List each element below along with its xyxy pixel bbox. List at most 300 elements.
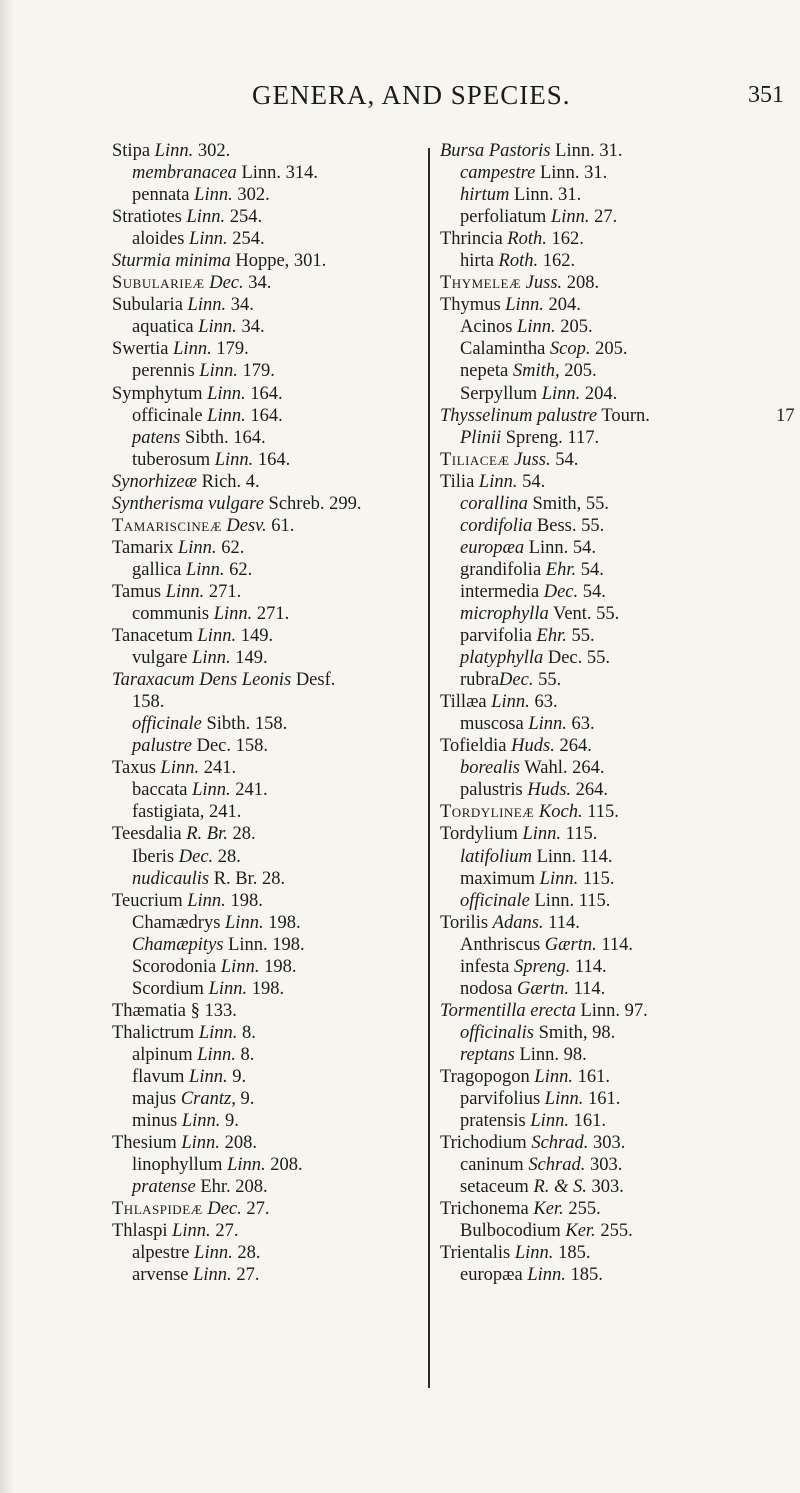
entry-text: 34. — [226, 295, 254, 316]
entry-text: Linn. 31. — [550, 141, 623, 161]
entry-text: 303. — [585, 1155, 623, 1176]
index-entry-species — [440, 515, 770, 537]
index-entry-species — [112, 316, 412, 338]
index-entry-genus — [440, 294, 770, 316]
entry-text: parvifolia — [460, 626, 537, 647]
entry-text: Tamarix — [112, 537, 178, 558]
entry-text: Tragopogon — [440, 1066, 535, 1087]
entry-text: Dec. 158. — [191, 736, 269, 757]
entry-text: 198. — [259, 956, 297, 977]
entry-text: 54. — [550, 449, 579, 470]
index-entry-genus — [440, 912, 770, 934]
entry-text: 62. — [216, 537, 245, 558]
entry-text: Linn. — [187, 890, 226, 911]
entry-text: Desf. — [291, 670, 336, 691]
entry-text: Dec. — [543, 581, 579, 602]
entry-text: fastigiata, 241. — [132, 802, 242, 823]
entry-text: 264. — [554, 736, 592, 757]
entry-text: Schrad. — [528, 1155, 586, 1176]
index-entry-genus — [112, 250, 412, 272]
entry-text: Tanacetum — [112, 626, 198, 647]
entry-text: maximum — [460, 868, 540, 889]
index-entry-species — [440, 1154, 770, 1176]
entry-text: Crantz, — [180, 1089, 236, 1110]
index-entry-genus — [112, 493, 412, 515]
entry-text: Symphytum — [112, 383, 208, 404]
entry-text: Juss. — [525, 273, 563, 294]
entry-text: Linn. — [189, 1066, 228, 1087]
index-entry-genus — [112, 669, 412, 691]
entry-text: 8. — [237, 1022, 256, 1043]
entry-text: 255. — [595, 1221, 633, 1242]
entry-text: Chamæpitys — [132, 934, 224, 955]
entry-text: 62. — [224, 559, 253, 580]
entry-text: Serpyllum — [460, 383, 542, 404]
entry-text: Linn. 31. — [535, 163, 608, 184]
index-entry-genus — [112, 471, 412, 493]
entry-text: 149. — [230, 648, 268, 669]
entry-text: Synorhizeæ — [112, 471, 197, 492]
entry-text: 27. — [241, 1199, 270, 1220]
entry-text: microphylla — [460, 603, 549, 624]
entry-text: R. Br. 28. — [209, 868, 286, 889]
entry-text: Linn. 31. — [509, 185, 582, 206]
index-entry-species — [440, 846, 770, 868]
entry-text: Roth. — [507, 229, 547, 250]
entry-text: 205. — [559, 361, 597, 382]
index-entry-species — [440, 427, 770, 449]
entry-text: Linn. — [194, 1243, 233, 1264]
entry-text: Sibth. 164. — [180, 427, 266, 448]
entry-text: Huds. — [527, 780, 572, 801]
entry-text: Linn. — [198, 317, 237, 338]
entry-text: Linn. — [194, 185, 233, 206]
index-entry-species — [112, 934, 412, 956]
entry-text: Tamus — [112, 581, 166, 602]
entry-text: 198. — [263, 912, 301, 933]
entry-text: Plinii — [460, 427, 502, 448]
index-entry-species — [112, 162, 412, 184]
index-entry-genus — [112, 823, 412, 845]
index-entry-species — [440, 1264, 770, 1286]
index-entry-species — [440, 250, 770, 272]
entry-text: Scop. — [549, 339, 591, 360]
index-entry-species — [112, 405, 412, 427]
index-entry-genus — [112, 537, 412, 559]
entry-text: Linn. — [197, 626, 237, 647]
entry-text: alpestre — [132, 1243, 195, 1264]
entry-text: corallina — [460, 493, 528, 514]
entry-text: R. Br. — [186, 824, 228, 845]
entry-text: 241. — [199, 758, 237, 779]
entry-text: Linn. — [197, 1044, 236, 1065]
index-entry-species — [112, 978, 412, 1000]
entry-text: Wahl. 264. — [519, 758, 605, 779]
index-entry-species — [112, 647, 412, 669]
entry-text: Linn. 198. — [223, 934, 305, 955]
entry-text: Smith, 55. — [527, 493, 610, 514]
index-entry-genus — [112, 1022, 412, 1044]
entry-text: Schrad. — [531, 1133, 589, 1154]
entry-text: 9. — [227, 1066, 247, 1087]
entry-text: Linn. — [539, 868, 579, 889]
entry-text: 27. — [589, 207, 618, 228]
entry-text: Linn. — [213, 603, 253, 624]
entry-text: 63. — [566, 714, 595, 735]
entry-text: Tiliaceæ — [440, 449, 510, 470]
entry-text: Subularieæ — [112, 273, 205, 294]
index-entry-species — [112, 713, 412, 735]
entry-text: aquatica — [132, 317, 199, 338]
entry-text: hirta — [460, 251, 499, 272]
entry-text: nepeta — [460, 361, 513, 382]
entry-text: Linn. 115. — [529, 890, 611, 911]
entry-text: nodosa — [460, 978, 518, 999]
entry-text: 254. — [225, 207, 263, 228]
index-entry-species — [112, 1110, 412, 1132]
index-entry-species — [112, 603, 412, 625]
entry-text: 271. — [204, 581, 242, 602]
entry-text: patens — [132, 427, 181, 448]
entry-text: platyphylla — [460, 648, 544, 669]
entry-text: 198. — [225, 890, 263, 911]
entry-text: 28. — [213, 846, 241, 867]
entry-text: Thlaspi — [112, 1221, 173, 1242]
index-entry-species — [440, 713, 770, 735]
entry-text: cordifolia — [460, 515, 533, 536]
entry-text: Linn. — [491, 692, 530, 713]
index-entry-species — [112, 1088, 412, 1110]
entry-text: grandifolia — [460, 559, 546, 580]
index-entry-species — [112, 1176, 412, 1198]
entry-text: 55. — [566, 626, 595, 647]
running-title: GENERA, AND SPECIES. — [252, 80, 571, 110]
entry-text: 162. — [538, 251, 576, 272]
entry-text: Tamariscineæ — [112, 515, 222, 536]
entry-text: Dec. 55. — [543, 648, 611, 669]
index-entry-species — [440, 978, 770, 1000]
entry-text: Koch. — [538, 802, 583, 823]
entry-text: officinale — [132, 714, 202, 735]
entry-text: minus — [132, 1111, 182, 1132]
index-entry-species — [112, 1242, 412, 1264]
entry-text: setaceum — [460, 1177, 534, 1198]
entry-text: 114. — [568, 978, 606, 999]
entry-text: latifolium — [460, 846, 532, 867]
index-entry-genus — [440, 735, 770, 757]
entry-text: Adans. — [492, 912, 544, 933]
entry-text: Trichonema — [440, 1199, 534, 1220]
index-entry-genus — [440, 801, 770, 823]
index-entry-genus — [112, 1132, 412, 1154]
entry-text: Dec. — [178, 846, 214, 867]
index-entry-genus — [112, 1198, 412, 1220]
entry-text: arvense — [132, 1265, 194, 1286]
entry-text: Tordylineæ — [440, 802, 535, 823]
entry-text: Dec. — [209, 273, 244, 294]
entry-text: Trichodium — [440, 1133, 532, 1154]
index-entry-genus — [440, 449, 770, 471]
entry-text: 158. — [132, 692, 165, 713]
entry-text: 27. — [210, 1221, 239, 1242]
entry-text: Linn. — [173, 339, 212, 360]
index-entry-species — [440, 1110, 770, 1132]
index-entry-species — [112, 1264, 412, 1286]
entry-text: Thymeleæ — [440, 273, 522, 294]
entry-text: Linn. — [207, 405, 246, 426]
entry-text: pratense — [132, 1177, 196, 1198]
entry-text: Thymus — [440, 295, 506, 316]
entry-text: europæa — [460, 1265, 528, 1286]
index-entry-species — [440, 537, 770, 559]
index-entry-species — [440, 625, 770, 647]
entry-text: parvifolius — [460, 1089, 545, 1110]
entry-text: Thysselinum palustre — [440, 405, 598, 426]
entry-text: Linn. — [187, 295, 227, 316]
entry-text: rubra — [460, 670, 500, 691]
entry-text: Acinos — [460, 317, 518, 338]
index-column-left — [112, 140, 412, 1286]
entry-text: 114. — [570, 956, 607, 977]
index-entry-genus — [440, 1198, 770, 1220]
entry-text: Torilis — [440, 912, 493, 933]
entry-text: Linn. — [181, 1111, 221, 1132]
entry-text: reptans — [460, 1044, 515, 1065]
index-entry-species — [112, 1154, 412, 1176]
entry-text: 161. — [568, 1111, 606, 1132]
entry-text: Linn. — [522, 824, 562, 845]
entry-text: 115. — [578, 868, 615, 889]
entry-text: nudicaulis — [132, 868, 210, 889]
entry-text: Linn. — [192, 780, 231, 801]
entry-text: Sibth. 158. — [201, 714, 288, 735]
index-entry-genus — [440, 228, 770, 250]
entry-text: pennata — [132, 185, 195, 206]
index-entry-species — [112, 735, 412, 757]
entry-text: Linn. — [530, 1111, 569, 1132]
entry-text: campestre — [460, 163, 536, 184]
entry-text: Stipa — [112, 141, 155, 161]
entry-text: Thalictrum — [112, 1022, 199, 1043]
entry-text: Linn. — [517, 317, 556, 338]
entry-text: 185. — [553, 1243, 591, 1264]
entry-text: 8. — [235, 1044, 255, 1065]
index-entry-genus — [112, 757, 412, 779]
entry-text: baccata — [132, 780, 193, 801]
entry-text: Linn. — [208, 978, 248, 999]
entry-text: 264. — [571, 780, 609, 801]
index-entry-species — [112, 184, 412, 206]
entry-text: flavum — [132, 1066, 190, 1087]
entry-text: Linn. 54. — [524, 537, 597, 558]
entry-text: 114. — [596, 934, 634, 955]
index-entry-genus — [440, 272, 770, 294]
entry-text: 185. — [565, 1265, 603, 1286]
entry-text: palustre — [132, 736, 192, 757]
entry-text: vulgare — [132, 648, 193, 669]
index-entry-species — [440, 383, 770, 405]
entry-text: officinale — [460, 890, 530, 911]
index-entry-genus — [440, 1066, 770, 1088]
page-number: 351 — [748, 82, 784, 108]
entry-text: Linn. — [160, 758, 200, 779]
index-entry-species — [112, 691, 412, 713]
entry-text: Swertia — [112, 339, 174, 360]
index-entry-species — [440, 956, 770, 978]
index-entry-genus — [112, 581, 412, 603]
index-entry-species — [440, 1022, 770, 1044]
entry-text: europæa — [460, 537, 525, 558]
index-entry-species — [112, 779, 412, 801]
entry-text: Linn. — [550, 207, 590, 228]
entry-text: Desv. — [226, 515, 267, 536]
entry-text: 34. — [243, 273, 272, 294]
index-entry-genus — [440, 1000, 770, 1022]
entry-text: Teesdalia — [112, 824, 187, 845]
index-entry-genus — [440, 140, 770, 162]
entry-text: Linn. — [178, 537, 217, 558]
entry-text: Linn. — [154, 141, 194, 161]
entry-text: 208. — [562, 273, 600, 294]
index-entry-species — [112, 559, 412, 581]
entry-text: Taraxacum Dens Leonis — [112, 670, 292, 691]
index-entry-species — [440, 206, 770, 228]
entry-text: Linn. — [534, 1066, 573, 1087]
index-entry-genus — [112, 294, 412, 316]
entry-text: Gærtn. — [517, 978, 569, 999]
entry-text: Stratiotes — [112, 207, 187, 228]
entry-text: 63. — [529, 692, 558, 713]
entry-text: Linn. — [181, 1133, 220, 1154]
entry-text: 54. — [517, 471, 546, 492]
index-entry-genus — [440, 405, 795, 427]
entry-text: 271. — [252, 603, 290, 624]
index-entry-genus — [112, 272, 412, 294]
entry-text: 204. — [580, 383, 618, 404]
entry-text: Huds. — [511, 736, 555, 757]
index-entry-species — [112, 868, 412, 890]
entry-text: Linn. — [207, 383, 246, 404]
entry-text: Tormentilla erecta — [440, 1000, 576, 1021]
margin-number: 17 — [776, 405, 795, 426]
entry-text: 208. — [219, 1133, 257, 1154]
entry-text: 34. — [236, 317, 265, 338]
entry-text: 254. — [227, 229, 265, 250]
entry-text: 208. — [265, 1155, 303, 1176]
index-entry-species — [440, 779, 770, 801]
binding-shadow — [0, 0, 14, 1493]
entry-text: 61. — [266, 515, 295, 536]
index-entry-species — [112, 427, 412, 449]
entry-text: 28. — [227, 824, 256, 845]
index-entry-species — [440, 162, 770, 184]
entry-text: palustris — [460, 780, 528, 801]
entry-text: 149. — [236, 626, 274, 647]
entry-text: Ker. — [533, 1199, 564, 1220]
index-entry-genus — [440, 1132, 770, 1154]
entry-text: Smith, — [512, 361, 560, 382]
entry-text: 198. — [247, 978, 285, 999]
index-entry-genus — [112, 338, 412, 360]
index-entry-species — [440, 360, 770, 382]
entry-text: Dec. — [207, 1199, 242, 1220]
entry-text: 302. — [232, 185, 270, 206]
index-entry-genus — [112, 383, 412, 405]
entry-text: Linn. — [185, 559, 225, 580]
entry-text: Thlaspideæ — [112, 1199, 203, 1220]
entry-text: 9. — [220, 1111, 239, 1132]
index-entry-species — [440, 1176, 770, 1198]
entry-text: Linn. — [186, 207, 226, 228]
index-entry-genus — [440, 691, 770, 713]
index-entry-species — [440, 316, 770, 338]
entry-text: officinale — [132, 405, 208, 426]
index-entry-species — [440, 934, 770, 956]
index-entry-species — [112, 801, 412, 823]
entry-text: Linn. — [199, 361, 238, 382]
index-entry-species — [112, 1066, 412, 1088]
entry-text: 164. — [253, 449, 291, 470]
entry-text: linophyllum — [132, 1155, 228, 1176]
entry-text: Scordium — [132, 978, 209, 999]
entry-text: Tillæa — [440, 692, 492, 713]
entry-text: Linn. — [514, 1243, 554, 1264]
entry-text: Anthriscus — [460, 934, 545, 955]
entry-text: Ehr. 208. — [195, 1177, 268, 1198]
index-entry-species — [440, 1088, 770, 1110]
column-divider — [428, 148, 430, 1388]
entry-text: borealis — [460, 758, 520, 779]
entry-text: Thæmatia § 133. — [112, 1000, 237, 1021]
index-entry-species — [112, 228, 412, 250]
index-entry-genus — [112, 890, 412, 912]
entry-text: Rich. 4. — [196, 471, 260, 492]
entry-text: muscosa — [460, 714, 529, 735]
entry-text: Linn. — [220, 956, 260, 977]
entry-text: Linn. — [193, 1265, 232, 1286]
entry-text: gallica — [132, 559, 186, 580]
entry-text: Linn. 314. — [236, 163, 319, 184]
entry-text: intermedia — [460, 581, 544, 602]
index-entry-species — [440, 669, 770, 691]
entry-text: perennis — [132, 361, 200, 382]
index-entry-species — [440, 559, 770, 581]
entry-text: Vent. 55. — [548, 603, 620, 624]
entry-text: 162. — [546, 229, 584, 250]
entry-text: majus — [132, 1089, 181, 1110]
entry-text: 28. — [232, 1243, 261, 1264]
entry-text: Linn. — [505, 295, 544, 316]
entry-text: Linn. — [165, 581, 205, 602]
entry-text: Scorodonia — [132, 956, 221, 977]
entry-text: 54. — [578, 581, 606, 602]
entry-text: Linn. — [214, 449, 254, 470]
page-header — [0, 80, 800, 120]
entry-text: Spreng. 117. — [501, 427, 600, 448]
entry-text: Bursa Pastoris — [440, 141, 551, 161]
index-entry-genus — [440, 823, 770, 845]
entry-text: aloides — [132, 229, 190, 250]
entry-text: Linn. 98. — [514, 1044, 587, 1065]
entry-text: Thrincia — [440, 229, 508, 250]
index-entry-species — [440, 493, 770, 515]
entry-text: Linn. — [544, 1089, 584, 1110]
entry-text: officinalis — [460, 1022, 534, 1043]
entry-text: Linn. 97. — [575, 1000, 648, 1021]
entry-text: alpinum — [132, 1044, 198, 1065]
entry-text: Linn. — [527, 1265, 566, 1286]
entry-text: Schreb. 299. — [263, 493, 362, 514]
